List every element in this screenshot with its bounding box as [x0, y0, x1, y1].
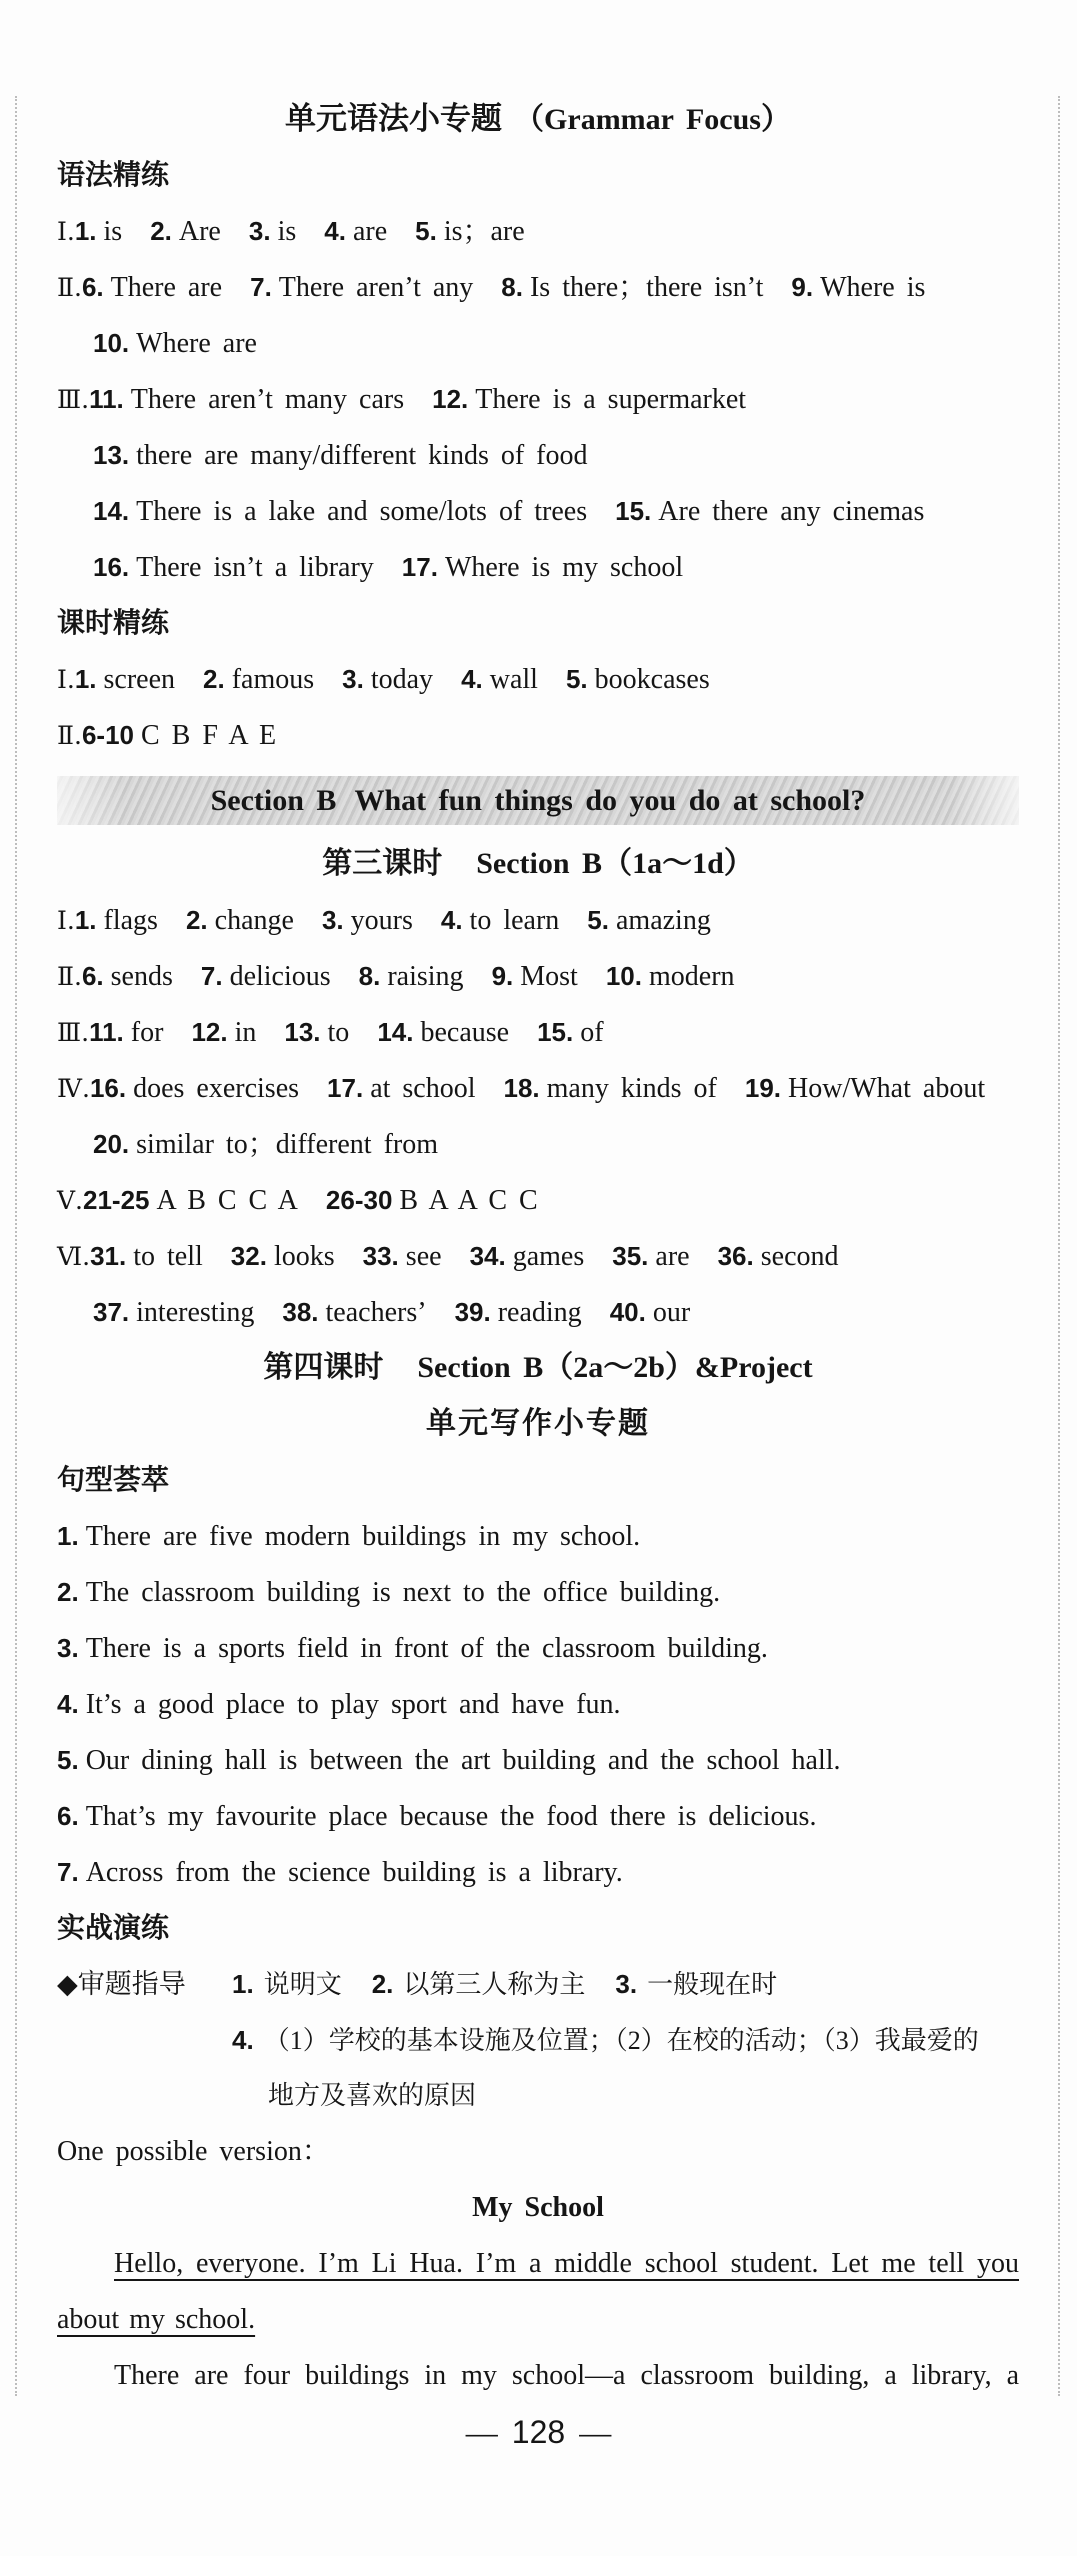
answer-text: Is there；there isn’t	[529, 272, 764, 303]
answer-number: 4.	[57, 1689, 79, 1719]
answer-text: teachers’	[325, 1297, 427, 1328]
answer-number: 34.	[469, 1241, 506, 1271]
answer-text: for	[130, 1017, 164, 1048]
answer-row	[57, 1116, 1019, 1172]
answer-number: 36.	[717, 1241, 754, 1271]
answer-item	[186, 905, 294, 936]
answer-item	[89, 1017, 163, 1048]
writing-practice-heading: 实战演练	[57, 1911, 170, 1944]
answer-number: 1.	[74, 905, 97, 935]
question-group-label: Ⅳ.	[57, 1074, 90, 1103]
answer-item	[612, 1241, 689, 1272]
answer-item	[57, 1577, 720, 1608]
answer-number: 15.	[615, 496, 652, 526]
answer-text: at school	[370, 1073, 476, 1104]
answer-number: 26-30	[325, 1185, 393, 1215]
answer-item	[470, 1241, 585, 1272]
answer-number: 8.	[501, 272, 523, 302]
task-guide-item-4	[57, 2012, 1019, 2068]
answer-text: There is a sports field in front of the classroom building.	[85, 1633, 768, 1664]
answer-item	[615, 496, 924, 527]
answer-text: our	[652, 1297, 691, 1328]
answer-text: There aren’t any	[278, 272, 474, 303]
answer-item	[93, 328, 257, 359]
answer-item	[282, 1297, 426, 1328]
answer-text: There is a lake and some/lots of trees	[136, 496, 588, 527]
answer-item	[492, 961, 578, 992]
grammar-focus-title-en: （Grammar Focus）	[514, 103, 791, 136]
answer-text: screen	[103, 664, 176, 695]
answer-text: A B C C A	[156, 1185, 298, 1216]
answer-row	[57, 1004, 1019, 1060]
task-guide-number: 3.	[615, 1969, 638, 1999]
answer-number: 9.	[791, 272, 814, 302]
lesson3-answers	[57, 892, 1019, 1340]
answer-number: 5.	[565, 664, 588, 694]
answer-item	[432, 384, 746, 415]
answer-number: 16.	[93, 552, 130, 582]
answer-item	[501, 272, 763, 303]
sentence-line	[57, 1508, 1019, 1564]
answer-item	[57, 1801, 816, 1832]
task-guide-item	[615, 1970, 777, 1999]
answer-number: 6.	[81, 272, 104, 302]
answer-text: modern	[648, 961, 735, 992]
answer-item	[610, 1297, 690, 1328]
task-guide-text: 说明文	[263, 1970, 342, 1999]
question-group-label: Ⅰ.	[57, 217, 75, 246]
task-guide-text: 以第三人称为主	[403, 1970, 586, 1999]
answer-text: There aren’t many cars	[130, 384, 405, 415]
question-group-label: Ⅱ.	[57, 962, 82, 991]
answer-number: 3.	[342, 664, 364, 694]
sentence-patterns-list	[57, 1508, 1019, 1900]
answer-number: 18.	[503, 1073, 540, 1103]
grammar-focus-title-cn: 单元语法小专题	[285, 101, 503, 137]
answer-item	[363, 1241, 442, 1272]
answer-number: 33.	[362, 1241, 399, 1271]
answer-number: 5.	[415, 216, 437, 246]
answer-item	[93, 1297, 254, 1328]
answer-text: There isn’t a library	[136, 552, 374, 583]
answer-text: are	[655, 1241, 690, 1272]
page-number: 128	[511, 2414, 566, 2450]
answer-text: is；are	[443, 216, 525, 247]
answer-text: reading	[497, 1297, 582, 1328]
answer-text: famous	[231, 664, 315, 695]
answer-item	[75, 664, 175, 695]
answer-row	[57, 371, 1019, 427]
answer-text: Our dining hall is between the art building and the school hall.	[85, 1745, 841, 1776]
answer-text: B A A C C	[399, 1185, 538, 1216]
answer-number: 20.	[93, 1129, 130, 1159]
answer-item	[191, 1017, 256, 1048]
answer-text: Where are	[136, 328, 257, 359]
answer-text: Where is my school	[444, 552, 684, 583]
right-dotted-border	[1058, 96, 1060, 2396]
answer-text: yours	[350, 905, 413, 936]
answer-number: 3.	[57, 1633, 79, 1663]
answer-text: flags	[103, 905, 158, 936]
section-b-label: Section B	[210, 784, 337, 817]
task-guide-text: 地方及喜欢的原因	[268, 2081, 477, 2110]
task-guide-text: 一般现在时	[647, 1970, 778, 1999]
answer-row	[57, 948, 1019, 1004]
essay-paragraph-2-line-1	[57, 2348, 1019, 2404]
answer-item	[455, 1297, 582, 1328]
task-guide-item	[232, 1970, 342, 1999]
answer-row	[57, 651, 1019, 707]
answer-item	[441, 905, 559, 936]
answer-text: The classroom building is next to the office building.	[85, 1577, 721, 1608]
answer-item	[327, 1073, 475, 1104]
essay-text: about my school.	[57, 2304, 256, 2335]
answer-item	[93, 1129, 438, 1160]
answer-text: are	[352, 216, 388, 247]
answer-text: to	[327, 1017, 350, 1048]
sentence-line	[57, 1844, 1019, 1900]
answer-item	[57, 1689, 621, 1720]
answer-number: 4.	[440, 905, 463, 935]
answer-item	[82, 961, 173, 992]
answer-item	[461, 664, 538, 695]
answer-number: 14.	[377, 1017, 414, 1047]
page-footer	[0, 2404, 1077, 2460]
answer-number: 21-25	[83, 1185, 150, 1215]
answer-text: many kinds of	[546, 1073, 717, 1104]
section-b-title: What fun things do you do at school?	[354, 784, 866, 817]
answer-item	[791, 272, 925, 303]
grammar-practice-heading: 语法精练	[57, 158, 170, 191]
sentence-line	[57, 1620, 1019, 1676]
lesson-practice-heading: 课时精练	[57, 606, 170, 639]
answer-text: Are there any cinemas	[658, 496, 925, 527]
answer-item	[249, 216, 296, 247]
answer-number: 7.	[57, 1857, 79, 1887]
grammar-focus-title	[57, 91, 1019, 147]
answer-item	[75, 216, 122, 247]
essay-title: My School	[472, 2192, 604, 2223]
answer-text: games	[512, 1241, 585, 1272]
answer-row	[57, 1228, 1019, 1284]
answer-number: 2.	[57, 1577, 79, 1607]
answer-text: is	[277, 216, 297, 247]
grammar-practice-answers	[57, 203, 1019, 595]
answer-number: 15.	[537, 1017, 574, 1047]
answer-text: interesting	[136, 1297, 255, 1328]
answer-item	[504, 1073, 717, 1104]
question-group-label: Ⅵ.	[57, 1242, 91, 1271]
answer-item	[377, 1017, 509, 1048]
answer-item	[566, 664, 710, 695]
answer-item	[93, 440, 588, 471]
answer-number: 5.	[587, 905, 609, 935]
answer-row	[57, 315, 1019, 371]
answer-number: 4.	[461, 664, 483, 694]
answer-text: because	[420, 1017, 510, 1048]
answer-number: 1.	[74, 216, 97, 246]
answer-item	[57, 1857, 623, 1888]
answer-item	[57, 1521, 640, 1552]
question-group-label: Ⅰ.	[57, 665, 75, 694]
task-guide-item-4-continued	[57, 2068, 1019, 2124]
question-group-label: Ⅱ.	[57, 273, 82, 302]
answer-text: How/What about	[788, 1073, 986, 1104]
answer-number: 12.	[432, 384, 469, 414]
answer-item	[83, 1185, 298, 1216]
answer-row	[57, 427, 1019, 483]
lesson3-heading-en: Section B（1a～1d）	[476, 847, 754, 880]
answer-number: 4.	[324, 216, 346, 246]
task-guide	[57, 1956, 1019, 2012]
essay-paragraph-1-line-2	[57, 2292, 1019, 2348]
task-guide-label: ◆审题指导	[57, 1969, 186, 2000]
answer-item	[359, 961, 464, 992]
answer-item	[75, 905, 158, 936]
answer-text: delicious	[229, 961, 331, 992]
answer-text: looks	[273, 1241, 335, 1272]
answer-number: 2.	[150, 216, 172, 246]
question-group-label: Ⅲ.	[57, 385, 90, 414]
answer-text: is	[103, 216, 123, 247]
answer-text: There are five modern buildings in my school.	[85, 1521, 641, 1552]
answer-text: does exercises	[133, 1073, 300, 1104]
lesson4-heading-cn: 第四课时	[263, 1350, 384, 1385]
answer-row	[57, 707, 1019, 763]
answer-number: 35.	[612, 1241, 649, 1271]
answer-number: 19.	[744, 1073, 782, 1103]
answer-item	[201, 961, 331, 992]
answer-number: 8.	[358, 961, 381, 991]
answer-item	[57, 1633, 768, 1664]
answer-number: 31.	[90, 1241, 127, 1271]
answer-page	[57, 91, 1019, 2404]
answer-row	[57, 203, 1019, 259]
essay-text: There are four buildings in my school—a classroom building, a library, a	[114, 2360, 1019, 2391]
answer-item	[326, 1185, 538, 1216]
answer-number: 3.	[248, 216, 271, 246]
answer-item	[284, 1017, 349, 1048]
task-guide-item	[372, 1970, 586, 1999]
answer-text: Across from the science building is a library.	[85, 1857, 623, 1888]
question-group-label: Ⅰ.	[57, 906, 75, 935]
answer-number: 11.	[89, 1017, 124, 1047]
answer-item	[718, 1241, 839, 1272]
question-group-label: Ⅲ.	[57, 1018, 90, 1047]
answer-text: see	[405, 1241, 442, 1272]
sentence-line	[57, 1676, 1019, 1732]
answer-item	[402, 552, 683, 583]
task-guide-text: （1）学校的基本设施及位置；（2）在校的活动；（3）我最爱的	[263, 2026, 979, 2055]
answer-item	[82, 720, 276, 751]
answer-text: C B F A E	[141, 720, 277, 751]
answer-item	[93, 552, 374, 583]
answer-number: 14.	[93, 496, 130, 526]
answer-item	[537, 1017, 603, 1048]
answer-number: 38.	[282, 1297, 319, 1327]
left-dotted-border	[15, 96, 17, 2396]
answer-number: 1.	[74, 664, 97, 694]
answer-row	[57, 1172, 1019, 1228]
answer-item	[89, 384, 404, 415]
answer-row	[57, 1060, 1019, 1116]
answer-text: to tell	[133, 1241, 203, 1272]
answer-text: there are many/different kinds of food	[136, 440, 588, 471]
answer-text: in	[234, 1017, 257, 1048]
essay-text: Hello, everyone. I’m Li Hua. I’m a middle school student. Let me tell you	[114, 2248, 1019, 2279]
answer-number: 13.	[93, 440, 130, 470]
answer-number: 16.	[89, 1073, 127, 1103]
footer-dash-right: —	[579, 2414, 612, 2450]
answer-text: change	[214, 905, 294, 936]
lesson3-heading-cn: 第三课时	[322, 846, 443, 881]
answer-text: to learn	[469, 905, 560, 936]
answer-item	[745, 1073, 985, 1104]
answer-item	[231, 1241, 335, 1272]
answer-item	[324, 216, 387, 247]
answer-number: 9.	[491, 961, 514, 991]
answer-text: bookcases	[594, 664, 710, 695]
answer-text: There is a supermarket	[475, 384, 747, 415]
sentence-line	[57, 1564, 1019, 1620]
answer-number: 10.	[605, 961, 642, 991]
answer-row	[57, 539, 1019, 595]
answer-item	[250, 272, 473, 303]
answer-number: 40.	[609, 1297, 646, 1327]
answer-number: 2.	[185, 905, 208, 935]
question-group-label: Ⅱ.	[57, 721, 82, 750]
answer-number: 39.	[454, 1297, 491, 1327]
answer-item	[57, 1745, 841, 1776]
sample-intro: One possible version：	[57, 2136, 330, 2167]
answer-text: similar to；different from	[136, 1129, 439, 1160]
answer-item	[90, 1073, 299, 1104]
task-guide-number: 2.	[371, 1969, 394, 1999]
footer-dash-left: —	[465, 2414, 498, 2450]
answer-number: 12.	[191, 1017, 228, 1047]
answer-number: 17.	[401, 552, 438, 582]
answer-row	[57, 892, 1019, 948]
answer-item	[203, 664, 314, 695]
answer-row	[57, 1284, 1019, 1340]
answer-item	[90, 1241, 203, 1272]
essay-paragraph-1-line-1	[57, 2236, 1019, 2292]
answer-text: raising	[387, 961, 464, 992]
lesson3-heading	[57, 836, 1019, 892]
answer-number: 10.	[93, 328, 130, 358]
writing-focus-title: 单元写作小专题	[426, 1406, 650, 1441]
answer-item	[82, 272, 222, 303]
answer-row	[57, 483, 1019, 539]
answer-number: 2.	[203, 664, 225, 694]
answer-item	[606, 961, 735, 992]
answer-text: There are	[110, 272, 223, 303]
answer-row	[57, 259, 1019, 315]
answer-text: Where is	[820, 272, 926, 303]
answer-text: wall	[489, 664, 538, 695]
answer-number: 3.	[321, 905, 344, 935]
answer-number: 13.	[284, 1017, 321, 1047]
answer-number: 6-10	[81, 720, 134, 750]
answer-text: Are	[178, 216, 221, 247]
sentence-patterns-heading: 句型荟萃	[57, 1463, 170, 1496]
answer-text: amazing	[615, 905, 711, 936]
answer-number: 32.	[230, 1241, 267, 1271]
answer-number: 5.	[57, 1745, 79, 1775]
answer-item	[150, 216, 221, 247]
answer-text: That’s my favourite place because the food there is delicious.	[85, 1801, 817, 1832]
answer-number: 6.	[57, 1801, 79, 1831]
sentence-line	[57, 1732, 1019, 1788]
task-guide-number: 1.	[232, 1969, 254, 1999]
answer-number: 6.	[81, 961, 104, 991]
answer-number: 1.	[57, 1521, 79, 1551]
answer-number: 11.	[89, 384, 124, 414]
section-b-banner	[57, 776, 1019, 825]
answer-item	[342, 664, 433, 695]
answer-item	[93, 496, 587, 527]
task-guide-number: 4.	[232, 2025, 254, 2055]
answer-text: today	[370, 664, 434, 695]
lesson4-heading-en: Section B（2a～2b）&Project	[417, 1351, 813, 1384]
question-group-label: Ⅴ.	[57, 1186, 84, 1215]
answer-text: Most	[520, 961, 578, 992]
answer-text: second	[760, 1241, 839, 1272]
answer-item	[322, 905, 413, 936]
answer-number: 7.	[200, 961, 223, 991]
answer-text: sends	[110, 961, 173, 992]
answer-text: It’s a good place to play sport and have fun.	[85, 1689, 621, 1720]
answer-number: 37.	[93, 1297, 130, 1327]
answer-number: 17.	[327, 1073, 364, 1103]
lesson-practice-answers	[57, 651, 1019, 763]
sentence-line	[57, 1788, 1019, 1844]
answer-number: 7.	[250, 272, 272, 302]
answer-item	[587, 905, 711, 936]
lesson4-heading	[57, 1340, 1019, 1396]
answer-text: of	[580, 1017, 604, 1048]
answer-item	[415, 216, 525, 247]
